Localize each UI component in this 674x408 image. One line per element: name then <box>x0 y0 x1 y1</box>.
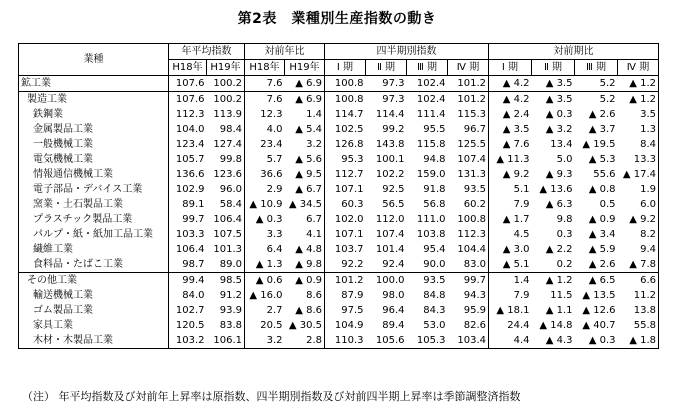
value-cell: 4.4 <box>489 333 532 349</box>
value-cell: 96.0 <box>207 182 245 197</box>
value-cell: ▲ 16.0 <box>249 289 283 301</box>
value-cell: 94.3 <box>448 288 489 303</box>
value-cell: ▲ 6.9 <box>285 76 325 92</box>
value-cell: ▲ 3.2 <box>545 123 573 135</box>
value-cell: ▲ 4.3 <box>532 333 575 349</box>
value-cell: 6.7 <box>285 212 325 227</box>
value-cell: ▲ 9.2 <box>502 168 530 180</box>
value-cell: 3.2 <box>285 137 325 152</box>
value-cell: 95.9 <box>448 303 489 318</box>
value-cell: 13.3 <box>618 152 659 167</box>
value-cell: ▲ 1.8 <box>618 333 659 349</box>
value-cell: 8.6 <box>285 288 325 303</box>
value-cell: 105.7 <box>175 153 205 165</box>
value-cell: 100.1 <box>375 153 405 165</box>
value-cell: 105.6 <box>366 333 407 349</box>
industry-name: 鉄鋼業 <box>19 107 169 122</box>
table-row <box>19 257 659 273</box>
value-cell: 93.5 <box>423 274 446 286</box>
value-cell: 102.9 <box>175 183 205 195</box>
value-cell: ▲ 0.8 <box>588 183 616 195</box>
value-cell: 110.3 <box>325 333 366 349</box>
value-cell: ▲ 9.2 <box>618 212 659 227</box>
value-cell: 107.4 <box>375 228 405 240</box>
value-cell: 101.2 <box>448 76 489 92</box>
value-cell: 91.8 <box>423 183 446 195</box>
value-cell: 114.4 <box>375 108 405 120</box>
industry-name: パルプ・紙・紙加工品工業 <box>19 227 169 242</box>
value-cell: 102.2 <box>375 168 405 180</box>
value-cell: ▲ 0.3 <box>255 213 283 225</box>
table-row <box>19 333 659 349</box>
value-cell: 99.4 <box>182 274 205 286</box>
value-cell: 98.0 <box>382 289 405 301</box>
header-quarterly: 四半期別指数 <box>325 44 489 60</box>
value-cell: 102.0 <box>334 213 364 225</box>
header-qoq-q3: Ⅲ 期 <box>575 60 618 76</box>
value-cell: 82.6 <box>448 318 489 333</box>
value-cell: 100.2 <box>207 92 245 108</box>
value-cell: ▲ 3.0 <box>502 243 530 255</box>
value-cell: 3.5 <box>618 107 659 122</box>
value-cell: 84.3 <box>423 304 446 316</box>
header-annual-h18: H18年 <box>169 60 207 76</box>
value-cell: 2.9 <box>266 183 283 195</box>
industry-name: 鉱工業 <box>19 76 169 92</box>
value-cell: 123.4 <box>175 138 205 150</box>
value-cell: 107.6 <box>175 77 205 89</box>
value-cell: 97.3 <box>382 93 405 105</box>
value-cell: 103.4 <box>448 333 489 349</box>
value-cell: 9.4 <box>618 242 659 257</box>
industry-name: 木材・木製品工業 <box>19 333 169 349</box>
table-row <box>19 137 659 152</box>
value-cell: 89.0 <box>207 257 245 273</box>
value-cell: 115.3 <box>448 107 489 122</box>
value-cell: ▲ 5.3 <box>588 153 616 165</box>
value-cell: 106.4 <box>207 212 245 227</box>
value-cell: ▲ 1.2 <box>618 92 659 108</box>
value-cell: 2.8 <box>285 333 325 349</box>
value-cell: ▲ 3.5 <box>502 123 530 135</box>
header-industry: 業種 <box>19 44 169 76</box>
value-cell: 123.6 <box>207 167 245 182</box>
value-cell: ▲ 30.5 <box>285 318 325 333</box>
header-q4: Ⅳ 期 <box>448 60 489 76</box>
value-cell: ▲ 3.7 <box>588 123 616 135</box>
value-cell: 20.5 <box>260 319 283 331</box>
value-cell: 101.3 <box>207 242 245 257</box>
value-cell: 112.3 <box>448 227 489 242</box>
value-cell: ▲ 5.4 <box>285 122 325 137</box>
value-cell: 92.5 <box>382 183 405 195</box>
value-cell: 58.4 <box>207 197 245 212</box>
value-cell: 97.3 <box>382 77 405 89</box>
value-cell: 56.8 <box>423 198 446 210</box>
industry-name: 家具工業 <box>19 318 169 333</box>
value-cell: 0.2 <box>556 258 573 270</box>
value-cell: ▲ 3.4 <box>588 228 616 240</box>
value-cell: 103.7 <box>334 243 364 255</box>
value-cell: 107.4 <box>448 152 489 167</box>
value-cell: 112.7 <box>334 168 364 180</box>
header-q1: Ⅰ 期 <box>325 60 366 76</box>
value-cell: 13.8 <box>618 303 659 318</box>
value-cell: 103.3 <box>175 228 205 240</box>
value-cell: ▲ 1.1 <box>545 304 573 316</box>
header-qoq-q4: Ⅳ 期 <box>618 60 659 76</box>
value-cell: 100.8 <box>448 212 489 227</box>
table-row <box>19 107 659 122</box>
table-row <box>19 182 659 197</box>
header-q3: Ⅲ 期 <box>407 60 448 76</box>
footnote: （注） 年平均指数及び対前年上昇率は原指数、四半期別指数及び対前四半期上昇率は季節調整済指数 <box>22 390 521 403</box>
value-cell: 60.2 <box>448 197 489 212</box>
value-cell: 103.2 <box>169 333 207 349</box>
value-cell: ▲ 1.2 <box>618 76 659 92</box>
value-cell: 4.0 <box>266 123 283 135</box>
value-cell: 125.5 <box>448 137 489 152</box>
industry-name: 輸送機械工業 <box>19 288 169 303</box>
value-cell: 9.8 <box>556 213 573 225</box>
value-cell: 107.1 <box>334 183 364 195</box>
value-cell: 0.5 <box>599 198 616 210</box>
value-cell: ▲ 0.3 <box>575 333 618 349</box>
value-cell: 24.4 <box>507 319 530 331</box>
value-cell: 23.4 <box>260 138 283 150</box>
value-cell: 111.4 <box>416 108 446 120</box>
value-cell: 91.2 <box>207 288 245 303</box>
value-cell: 99.7 <box>448 273 489 289</box>
industry-name: 金属製品工業 <box>19 122 169 137</box>
value-cell: ▲ 17.4 <box>618 167 659 182</box>
industry-name: 製造工業 <box>19 92 169 108</box>
value-cell: 36.6 <box>260 168 283 180</box>
value-cell: 4.5 <box>513 228 530 240</box>
value-cell: ▲ 19.5 <box>582 138 616 150</box>
value-cell: 12.3 <box>260 108 283 120</box>
header-yoy-h19: H19年 <box>285 60 325 76</box>
value-cell: 83.0 <box>448 257 489 273</box>
table-row <box>19 318 659 333</box>
value-cell: 95.3 <box>341 153 364 165</box>
value-cell: 3.2 <box>245 333 285 349</box>
table-row <box>19 122 659 137</box>
table-row <box>19 303 659 318</box>
value-cell: ▲ 5.1 <box>502 258 530 270</box>
header-qoq: 対前期比 <box>489 44 659 60</box>
value-cell: 104.9 <box>334 319 364 331</box>
table-row <box>19 197 659 212</box>
value-cell: ▲ 0.3 <box>545 108 573 120</box>
value-cell: 100.8 <box>334 93 364 105</box>
value-cell: 111.0 <box>416 213 446 225</box>
industry-name: ゴム製品工業 <box>19 303 169 318</box>
value-cell: 0.3 <box>556 228 573 240</box>
table-row <box>19 152 659 167</box>
value-cell: 102.4 <box>416 77 446 89</box>
value-cell: ▲ 14.8 <box>539 319 573 331</box>
value-cell: ▲ 13.6 <box>539 183 573 195</box>
value-cell: 96.7 <box>448 122 489 137</box>
value-cell: 1.4 <box>513 274 530 286</box>
value-cell: 6.4 <box>266 243 283 255</box>
value-cell: ▲ 4.2 <box>502 77 530 89</box>
value-cell: 5.0 <box>556 153 573 165</box>
value-cell: ▲ 9.5 <box>285 167 325 182</box>
value-cell: ▲ 6.7 <box>285 182 325 197</box>
value-cell: 90.0 <box>423 258 446 270</box>
value-cell: 114.7 <box>334 108 364 120</box>
value-cell: 98.4 <box>207 122 245 137</box>
value-cell: 7.6 <box>266 77 283 89</box>
value-cell: ▲ 4.2 <box>502 93 530 105</box>
industry-name: その他工業 <box>19 273 169 289</box>
value-cell: 11.2 <box>618 288 659 303</box>
value-cell: 107.6 <box>175 93 205 105</box>
industry-name: 窯業・土石製品工業 <box>19 197 169 212</box>
value-cell: 131.3 <box>448 167 489 182</box>
table-row <box>19 288 659 303</box>
value-cell: ▲ 2.6 <box>588 108 616 120</box>
value-cell: 102.7 <box>175 304 205 316</box>
value-cell: 98.7 <box>182 258 205 270</box>
value-cell: ▲ 9.8 <box>285 257 325 273</box>
value-cell: 60.3 <box>341 198 364 210</box>
value-cell: 92.2 <box>341 258 364 270</box>
value-cell: ▲ 0.9 <box>285 273 325 289</box>
value-cell: 120.5 <box>175 319 205 331</box>
value-cell: 7.6 <box>266 93 283 105</box>
value-cell: 97.5 <box>341 304 364 316</box>
table-row <box>19 227 659 242</box>
value-cell: 56.5 <box>382 198 405 210</box>
value-cell: 113.9 <box>207 107 245 122</box>
value-cell: 94.8 <box>423 153 446 165</box>
header-annual-h19: H19年 <box>207 60 245 76</box>
value-cell: ▲ 18.1 <box>496 304 530 316</box>
value-cell: 95.5 <box>423 123 446 135</box>
value-cell: 6.0 <box>618 197 659 212</box>
value-cell: ▲ 1.3 <box>255 258 283 270</box>
value-cell: 83.8 <box>207 318 245 333</box>
value-cell: 159.0 <box>416 168 446 180</box>
value-cell: 100.8 <box>334 77 364 89</box>
value-cell: ▲ 40.7 <box>582 319 616 331</box>
value-cell: 95.4 <box>423 243 446 255</box>
industry-name: 電子部品・デバイス工業 <box>19 182 169 197</box>
value-cell: 102.4 <box>416 93 446 105</box>
value-cell: 107.5 <box>207 227 245 242</box>
value-cell: 96.4 <box>382 304 405 316</box>
value-cell: 2.7 <box>266 304 283 316</box>
value-cell: 7.9 <box>513 289 530 301</box>
value-cell: 55.8 <box>618 318 659 333</box>
value-cell: 7.9 <box>513 198 530 210</box>
value-cell: 104.0 <box>175 123 205 135</box>
value-cell: 99.8 <box>207 152 245 167</box>
production-index-table <box>18 43 659 349</box>
value-cell: 4.1 <box>285 227 325 242</box>
table-row <box>19 92 659 108</box>
value-cell: ▲ 0.6 <box>255 274 283 286</box>
value-cell: ▲ 5.6 <box>285 152 325 167</box>
value-cell: 3.3 <box>266 228 283 240</box>
value-cell: ▲ 12.6 <box>582 304 616 316</box>
header-qoq-q1: Ⅰ 期 <box>489 60 532 76</box>
value-cell: 99.2 <box>382 123 405 135</box>
table-row <box>19 212 659 227</box>
value-cell: 143.8 <box>375 138 405 150</box>
value-cell: ▲ 7.8 <box>618 257 659 273</box>
value-cell: 136.6 <box>175 168 205 180</box>
value-cell: 103.8 <box>416 228 446 240</box>
header-yoy: 対前年比 <box>245 44 325 60</box>
value-cell: ▲ 2.2 <box>545 243 573 255</box>
value-cell: 93.9 <box>207 303 245 318</box>
table-row <box>19 242 659 257</box>
value-cell: 115.8 <box>416 138 446 150</box>
value-cell: ▲ 2.6 <box>588 258 616 270</box>
value-cell: 6.6 <box>618 273 659 289</box>
value-cell: 112.0 <box>375 213 405 225</box>
value-cell: 89.1 <box>182 198 205 210</box>
value-cell: 5.2 <box>599 93 616 105</box>
value-cell: 84.8 <box>423 289 446 301</box>
value-cell: 101.4 <box>375 243 405 255</box>
table-row <box>19 167 659 182</box>
value-cell: ▲ 0.9 <box>588 213 616 225</box>
value-cell: ▲ 3.5 <box>545 77 573 89</box>
value-cell: 1.9 <box>618 182 659 197</box>
value-cell: 87.9 <box>341 289 364 301</box>
value-cell: 8.4 <box>618 137 659 152</box>
value-cell: 104.4 <box>448 242 489 257</box>
value-cell: 89.4 <box>382 319 405 331</box>
value-cell: ▲ 8.6 <box>285 303 325 318</box>
value-cell: 100.2 <box>207 76 245 92</box>
value-cell: 84.0 <box>182 289 205 301</box>
value-cell: ▲ 9.3 <box>545 168 573 180</box>
value-cell: 99.7 <box>182 213 205 225</box>
value-cell: ▲ 6.9 <box>285 92 325 108</box>
value-cell: 106.4 <box>175 243 205 255</box>
industry-name: 食料品・たばこ工業 <box>19 257 169 273</box>
industry-name: 電気機械工業 <box>19 152 169 167</box>
value-cell: ▲ 1.2 <box>545 274 573 286</box>
value-cell: ▲ 13.5 <box>582 289 616 301</box>
header-qoq-q2: Ⅱ 期 <box>532 60 575 76</box>
value-cell: 107.1 <box>334 228 364 240</box>
value-cell: 106.1 <box>207 333 245 349</box>
value-cell: ▲ 34.5 <box>285 197 325 212</box>
table-row <box>19 273 659 289</box>
industry-name: 情報通信機械工業 <box>19 167 169 182</box>
value-cell: 1.4 <box>285 107 325 122</box>
value-cell: 126.8 <box>334 138 364 150</box>
value-cell: 100.0 <box>375 274 405 286</box>
industry-name: 繊維工業 <box>19 242 169 257</box>
header-q2: Ⅱ 期 <box>366 60 407 76</box>
value-cell: 53.0 <box>423 319 446 331</box>
industry-name: プラスチック製品工業 <box>19 212 169 227</box>
value-cell: 101.2 <box>334 274 364 286</box>
value-cell: 55.6 <box>593 168 616 180</box>
value-cell: ▲ 6.3 <box>545 198 573 210</box>
value-cell: 101.2 <box>448 92 489 108</box>
value-cell: ▲ 6.5 <box>588 274 616 286</box>
table-title: 第2表 業種別生産指数の動き <box>237 11 437 27</box>
value-cell: 112.3 <box>175 108 205 120</box>
value-cell: ▲ 11.3 <box>496 153 530 165</box>
industry-name: 一般機械工業 <box>19 137 169 152</box>
value-cell: 5.1 <box>513 183 530 195</box>
value-cell: ▲ 5.9 <box>588 243 616 255</box>
value-cell: 93.5 <box>448 182 489 197</box>
header-annual: 年平均指数 <box>169 44 245 60</box>
value-cell: 5.2 <box>599 77 616 89</box>
value-cell: ▲ 7.6 <box>502 138 530 150</box>
value-cell: 127.4 <box>207 137 245 152</box>
value-cell: 13.4 <box>550 138 573 150</box>
value-cell: 102.5 <box>334 123 364 135</box>
value-cell: ▲ 4.8 <box>285 242 325 257</box>
value-cell: 11.5 <box>550 289 573 301</box>
value-cell: 92.4 <box>382 258 405 270</box>
table-row <box>19 76 659 92</box>
value-cell: ▲ 3.5 <box>545 93 573 105</box>
value-cell: ▲ 1.7 <box>502 213 530 225</box>
header-yoy-h18: H18年 <box>245 60 285 76</box>
value-cell: 5.7 <box>266 153 283 165</box>
value-cell: 105.3 <box>407 333 448 349</box>
value-cell: 98.5 <box>207 273 245 289</box>
value-cell: ▲ 10.9 <box>249 198 283 210</box>
value-cell: 8.2 <box>618 227 659 242</box>
value-cell: 1.3 <box>618 122 659 137</box>
value-cell: ▲ 2.4 <box>502 108 530 120</box>
